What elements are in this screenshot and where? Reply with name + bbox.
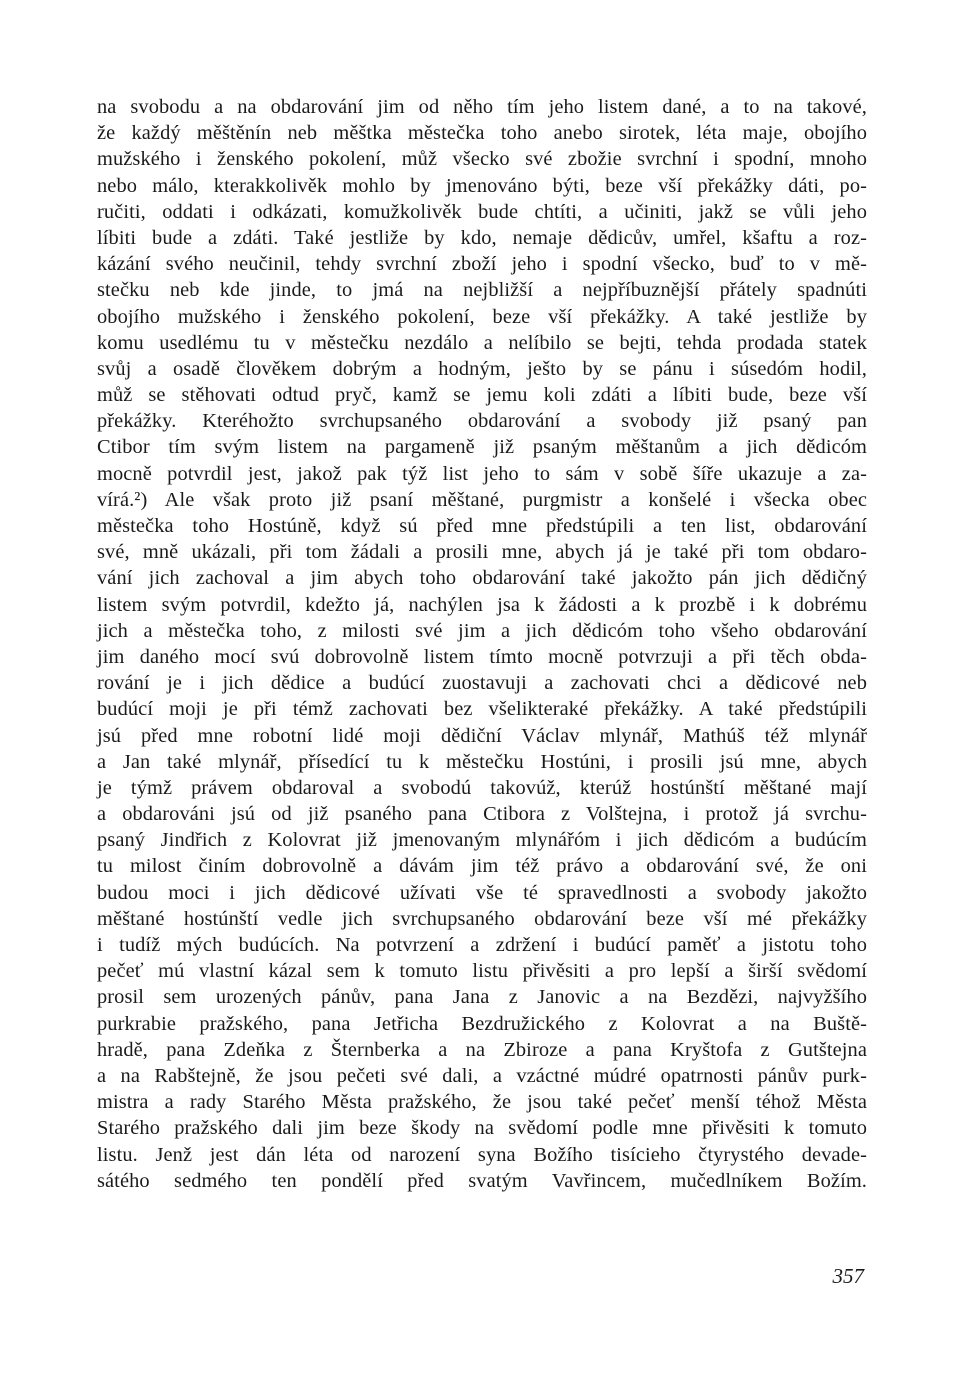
text-line: mocně potvrdil jest, jakož pak týž list jeho to sám v sobě šíře ukazuje a za- — [97, 462, 867, 485]
text-line: kázání svého neučinil, tehdy svrchní zboží jeho i spodní všecko, buď to v mě- — [97, 253, 867, 276]
text-line: tu milost činím dobrovolně a dávám jim též právo a obdarování své, že oni — [97, 855, 867, 878]
text-line: stečku neb kde jinde, to jmá na nejbližší a nejpříbuznější přátely spadnúti — [97, 279, 867, 302]
text-line: jim daného mocí svú dobrovolně listem tímto mocně potvrzuji a při těch obda- — [97, 645, 867, 668]
text-line: purkrabie pražského, pana Jetřicha Bezdružického z Kolovrat a na Buště- — [97, 1012, 867, 1035]
page-number: 357 — [832, 1264, 864, 1288]
text-line: a obdarováni jsú od již psaného pana Ctibora z Volštejna, i protož já svrchu- — [97, 803, 867, 826]
text-line: obojího mužského i ženského pokolení, beze vší překážky. A také jestliže by — [97, 305, 867, 328]
text-line: a na Rabštejně, že jsou pečeti své dali, a vzáctné múdré opatrnosti pánův purk- — [97, 1064, 867, 1087]
text-line: nebo málo, kterakkolivěk mohlo by jmenováno býti, beze vší překážky dáti, po- — [97, 174, 867, 197]
text-line: že každý měštěnín neb měštka městečka toho anebo sirotek, léta maje, obojího — [97, 122, 867, 145]
text-line: prosil sem urozených pánův, pana Jana z Janovic a na Bezdězi, najvyžšího — [97, 986, 867, 1009]
text-line: je týmž právem obdaroval a svobodú takovúž, kterúž hostúnští měštané mají — [97, 776, 867, 799]
text-line: vírá.²) Ale však proto již psaní měštané, purgmistr a konšelé i všecka obec — [97, 488, 867, 511]
text-line: listu. Jenž jest dán léta od narození syna Božího tisícieho čtyrystého devade- — [97, 1143, 867, 1166]
text-line: mistra a rady Starého Města pražského, že jsou také pečeť menší téhož Města — [97, 1091, 867, 1114]
text-line: můž se stěhovati odtud pryč, kamž se jemu koli zdáti a líbiti bude, beze vší — [97, 384, 867, 407]
text-line: svůj a osadě člověkem dobrým a hodným, ješto by se pánu i súsedóm hodil, — [97, 357, 867, 380]
text-line: i tudíž mých budúcích. Na potvrzení a zdržení i budúcí paměť a jistotu toho — [97, 934, 867, 956]
text-line: měštané hostúnští vedle jich svrchupsaného obdarování beze vší mé překážky — [97, 907, 867, 930]
text-line: překážky. Kteréhožto svrchupsaného obdarování a svobody již psaný pan — [97, 410, 867, 433]
text-line: komu usedlému tu v městečku nezdálo a nelíbilo se bejti, tehda prodada statek — [97, 331, 867, 354]
text-line: budúcí moji je při témž zachovati bez všelikteraké překážky. A také předstúpili — [97, 698, 867, 721]
text-line: Ctibor tím svým listem na pargameně již psaným měštanům a jich dědicóm — [97, 436, 867, 459]
text-line: sátého sedmého ten pondělí před svatým Vavřincem, mučedlníkem Božím. — [97, 1169, 867, 1192]
text-line: jich a městečka toho, z milosti své jim a jich dědicóm toho všeho obdarování — [97, 619, 867, 642]
text-line: líbiti bude a zdáti. Také jestliže by kdo, nemaje dědicův, umřel, kšaftu a roz- — [97, 226, 867, 249]
text-line: mužského i ženského pokolení, můž všecko své zbožie svrchní i spodní, mnoho — [97, 148, 867, 171]
text-line: psaný Jindřich z Kolovrat již jmenovaným mlynářóm i jich dědicóm a budúcím — [97, 829, 867, 852]
text-line: ručiti, oddati i odkázati, komužkolivěk bude chtíti, a učiniti, jakž se vůli jeho — [97, 200, 867, 223]
body-text — [97, 94, 867, 1194]
text-line: rování je i jich dědice a budúcí zuostavuji a zachovati chci a dědicové neb — [97, 672, 867, 695]
text-line: a Jan také mlynář, přísedící tu k městečku Hostúni, i prosili jsú mne, abych — [97, 750, 867, 773]
text-line: hradě, pana Zdeňka z Šternberka a na Zbiroze a pana Kryštofa z Gutštejna — [97, 1038, 867, 1061]
text-line: vání jich zachoval a jim abych toho obdarování také jakožto pán jich dědičný — [97, 567, 867, 590]
text-line: jsú před mne robotní lidé moji dědiční Václav mlynář, Mathúš též mlynář — [97, 724, 867, 747]
text-line: pečeť mú vlastní kázal sem k tomuto listu přivěsiti a pro lepší a širší svědomí — [97, 960, 867, 983]
text-line: na svobodu a na obdarování jim od něho tím jeho listem dané, a to na takové, — [97, 96, 867, 118]
text-line: Starého pražského dali jim beze škody na svědomí podle mne přivěsiti k tomuto — [97, 1117, 867, 1140]
text-line: listem svým potvrdil, kdežto já, nachýlen jsa k žádosti a k prozbě i k dobrému — [97, 593, 867, 616]
text-line: městečka toho Hostúně, když sú před mne předstúpili a ten list, obdarování — [97, 515, 867, 537]
text-line: budou moci i jich dědicové užívati vše té spravedlnosti a svobody jakožto — [97, 881, 867, 904]
text-line: své, mně ukázali, při tom žádali a prosili mne, abych já je také při tom obdaro- — [97, 541, 867, 564]
